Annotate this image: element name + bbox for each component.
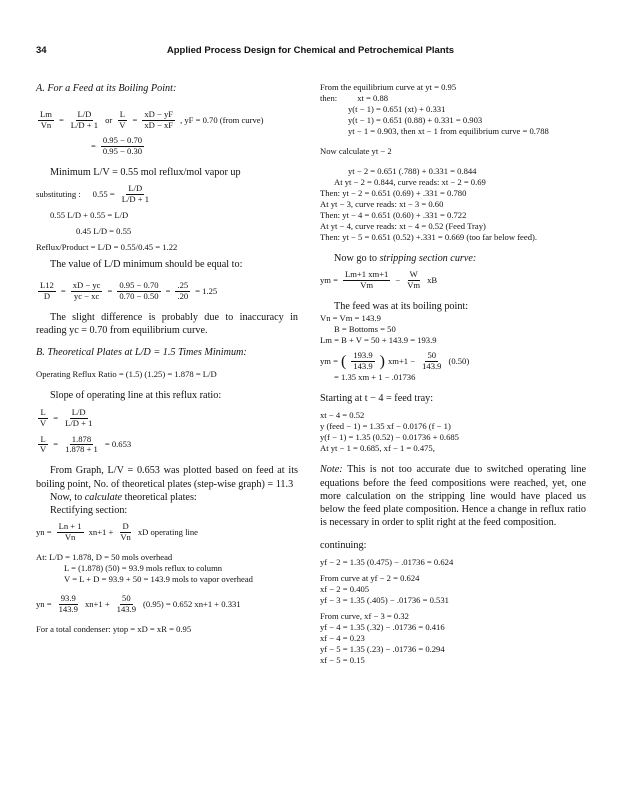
continuing-label: continuing: xyxy=(320,539,367,551)
equation-lv-numeric: = $\frac{0.95 - 0.70}{0.95 - 0.30}$ xyxy=(91,135,143,156)
bottoms-line: B = Bottoms = 50 xyxy=(334,324,396,335)
calc-yf5: yf − 5 = 1.35 (.23) − .01736 = 0.294 xyxy=(320,643,445,654)
at-line-2: L = (1.878) (50) = 93.9 mols reflux to column xyxy=(64,563,223,573)
calc-yf1: y(f − 1) = 1.35 (0.52) − 0.01736 + 0.685 xyxy=(320,432,459,443)
graph-paragraph: From Graph, L/V = 0.653 was plotted based on feed at its boiling point, No. of theoretical plates (step-wise graph) = 11.3 xyxy=(36,465,298,490)
calc-yf4: yf − 4 = 1.35 (.32) − .01736 = 0.416 xyxy=(320,621,445,632)
stripping-heading: Now go to stripping section curve: xyxy=(334,253,477,264)
vn-vm-line: Vn = Vm = 143.9 xyxy=(320,313,381,324)
curve-xf3: From curve, xf − 3 = 0.32 xyxy=(320,610,409,621)
calc-yt2-heading: Now calculate yt − 2 xyxy=(320,146,392,156)
equation-substituting: substituting : 0.55 = $\frac{L/D}{L/D + 1}$ xyxy=(36,183,149,204)
calc-yf2: yf − 2 = 1.35 (0.475) − .01736 = 0.624 xyxy=(320,556,454,567)
ld-minimum-text: The value of L/D minimum should be equal to: xyxy=(50,258,243,270)
lm-line: Lm = B + V = 50 + 143.9 = 193.9 xyxy=(320,335,437,346)
stripping-result: = 1.35 xm + 1 − .01736 xyxy=(334,372,416,382)
calc-xt3: At yt − 3, curve reads: xt − 3 = 0.60 xyxy=(320,199,444,209)
page-header xyxy=(36,45,585,59)
running-title: Applied Process Design for Chemical and Petrochemical Plants xyxy=(166,45,455,56)
calc-xt4: At yt − 4, curve reads: xt − 4 = 0.52 (Feed Tray) xyxy=(320,221,486,231)
now-calculate-text: Now, to calculate theoretical plates: xyxy=(50,491,197,503)
calc-yt2: yt − 2 = 0.651 (.788) + 0.331 = 0.844 xyxy=(348,166,477,176)
rectifying-label: Rectifying section: xyxy=(50,505,128,516)
section-b-heading: B. Theoretical Plates at L/D = 1.5 Times Minimum: xyxy=(36,347,247,359)
equation-rectifying-numeric: yn = $\frac{93.9}{143.9}$ xn+1 + $\frac{50}{143.9}$ (0.95) = 0.652 xn+1 + 0.331 xyxy=(36,593,241,614)
equation-stripping-numeric: ym = ( 193.9 143.9 ) xm+1 − $\frac{50}{143.9}$ (0.50) xyxy=(320,350,470,372)
section-a-heading: A. For a Feed at its Boiling Point: xyxy=(36,83,177,94)
then-line: then: xt = 0.88 xyxy=(320,93,389,103)
note-paragraph: Note: This is not too accurate due to switched operating line equations before the feed compositions were reached, yet, one more calculation on the stripping line would have placed us below the feed plate composition. Hence a change in reflux ratio is necessary in order to split right at the feed composition. xyxy=(320,464,586,529)
equation-stripping: ym = $\frac{Lm+1 xm+1}{Vm}$ − $\frac{W}{Vm}$ xB xyxy=(320,269,438,291)
equation-slope-numeric: $\frac{L}{V}$ = $\frac{1.878}{1.878 + 1}$ = 0.653 xyxy=(40,433,132,455)
total-condenser-line: For a total condenser: ytop = xD = xR = 0.95 xyxy=(36,623,192,634)
calc-xf5: xf − 5 = 0.15 xyxy=(320,654,365,665)
calc-xf1: At yt − 1 = 0.685, xf − 1 = 0.475, xyxy=(320,443,435,454)
at-line-1: At: L/D = 1.878, D = 50 mols overhead xyxy=(36,552,173,562)
starting-feed-tray: Starting at t − 4 = feed tray: xyxy=(320,393,434,404)
calc-yf3: yf − 3 = 1.35 (.405) − .01736 = 0.531 xyxy=(320,594,449,605)
calc-xt1: yt − 1 = 0.903, then xt − 1 from equilibrium curve = 0.788 xyxy=(348,126,549,136)
calc-line-2: 0.45 L/D = 0.55 xyxy=(76,225,132,236)
calc-yt5: Then: yt − 5 = 0.651 (0.52) +.331 = 0.669 (too far below feed). xyxy=(320,232,537,242)
calc-xf4: xf − 4 = 0.23 xyxy=(320,632,365,643)
reflux-product-line: Reflux/Product = L/D = 0.55/0.45 = 1.22 xyxy=(36,241,178,252)
minimum-lv-text: Minimum L/V = 0.55 mol reflux/mol vapor up xyxy=(50,166,241,178)
calc-xt4-feed: xt − 4 = 0.52 xyxy=(320,410,365,421)
calc-yt1-formula: y(t − 1) = 0.651 (xt) + 0.331 xyxy=(348,104,446,114)
equation-slope: $\frac{L}{V}$ = $\frac{L/D}{L/D + 1}$ xyxy=(40,406,93,428)
calc-xf2: xf − 2 = 0.405 xyxy=(320,583,370,594)
feed-boiling-text: The feed was at its boiling point: xyxy=(334,301,469,312)
at-line-3: V = L + D = 93.9 + 50 = 143.9 mols to vapor overhead xyxy=(64,574,253,584)
calc-yt2-b: Then: yt − 2 = 0.651 (0.69) + .331 = 0.780 xyxy=(320,188,467,198)
calc-xt2: At yt − 2 = 0.844, curve reads: xt − 2 = 0.69 xyxy=(334,177,486,187)
equation-ld-check: $\frac{L12}{D}$ = $\frac{xD - yc}{yc - xc}$ = $\frac{0.95 - 0.70}{0.70 - 0.50}$ = $\frac{.25}{.20}$ = 1.25 xyxy=(40,280,218,301)
slope-text: Slope of operating line at this reflux ratio: xyxy=(50,389,222,401)
calc-yt4: Then: yt − 4 = 0.651 (0.60) + .331 = 0.722 xyxy=(320,210,467,220)
calc-y-feed: y (feed − 1) = 1.35 xf − 0.0176 (f − 1) xyxy=(320,421,451,432)
equation-lv-ratio: $\frac{Lm}{Vn}$ = $\frac{L/D}{L/D + 1}$ or $\frac{L}{V}$ = $\frac{xD - yF}{xD - xF}$ , yF = 0.70 (from curve) xyxy=(40,109,264,131)
right-column xyxy=(320,82,586,666)
curve-yf2: From curve at yf − 2 = 0.624 xyxy=(320,572,420,583)
equation-rectifying: yn = $\frac{Ln + 1}{Vn}$ xn+1 + $\frac{D}{Vn}$ xD operating line xyxy=(36,521,198,543)
equilibrium-line: From the equilibrium curve at yt = 0.95 xyxy=(320,82,457,92)
inaccuracy-paragraph: The slight difference is probably due to inaccuracy in reading yc = 0.70 from equilibrium curve. xyxy=(36,311,298,336)
operating-reflux-line: Operating Reflux Ratio = (1.5) (1.25) = 1.878 = L/D xyxy=(36,368,217,379)
left-column xyxy=(36,82,298,635)
page-number: 34 xyxy=(36,45,47,56)
calc-line-1: 0.55 L/D + 0.55 = L/D xyxy=(50,209,129,220)
calc-yt1-value: y(t − 1) = 0.651 (0.88) + 0.331 = 0.903 xyxy=(348,115,483,125)
